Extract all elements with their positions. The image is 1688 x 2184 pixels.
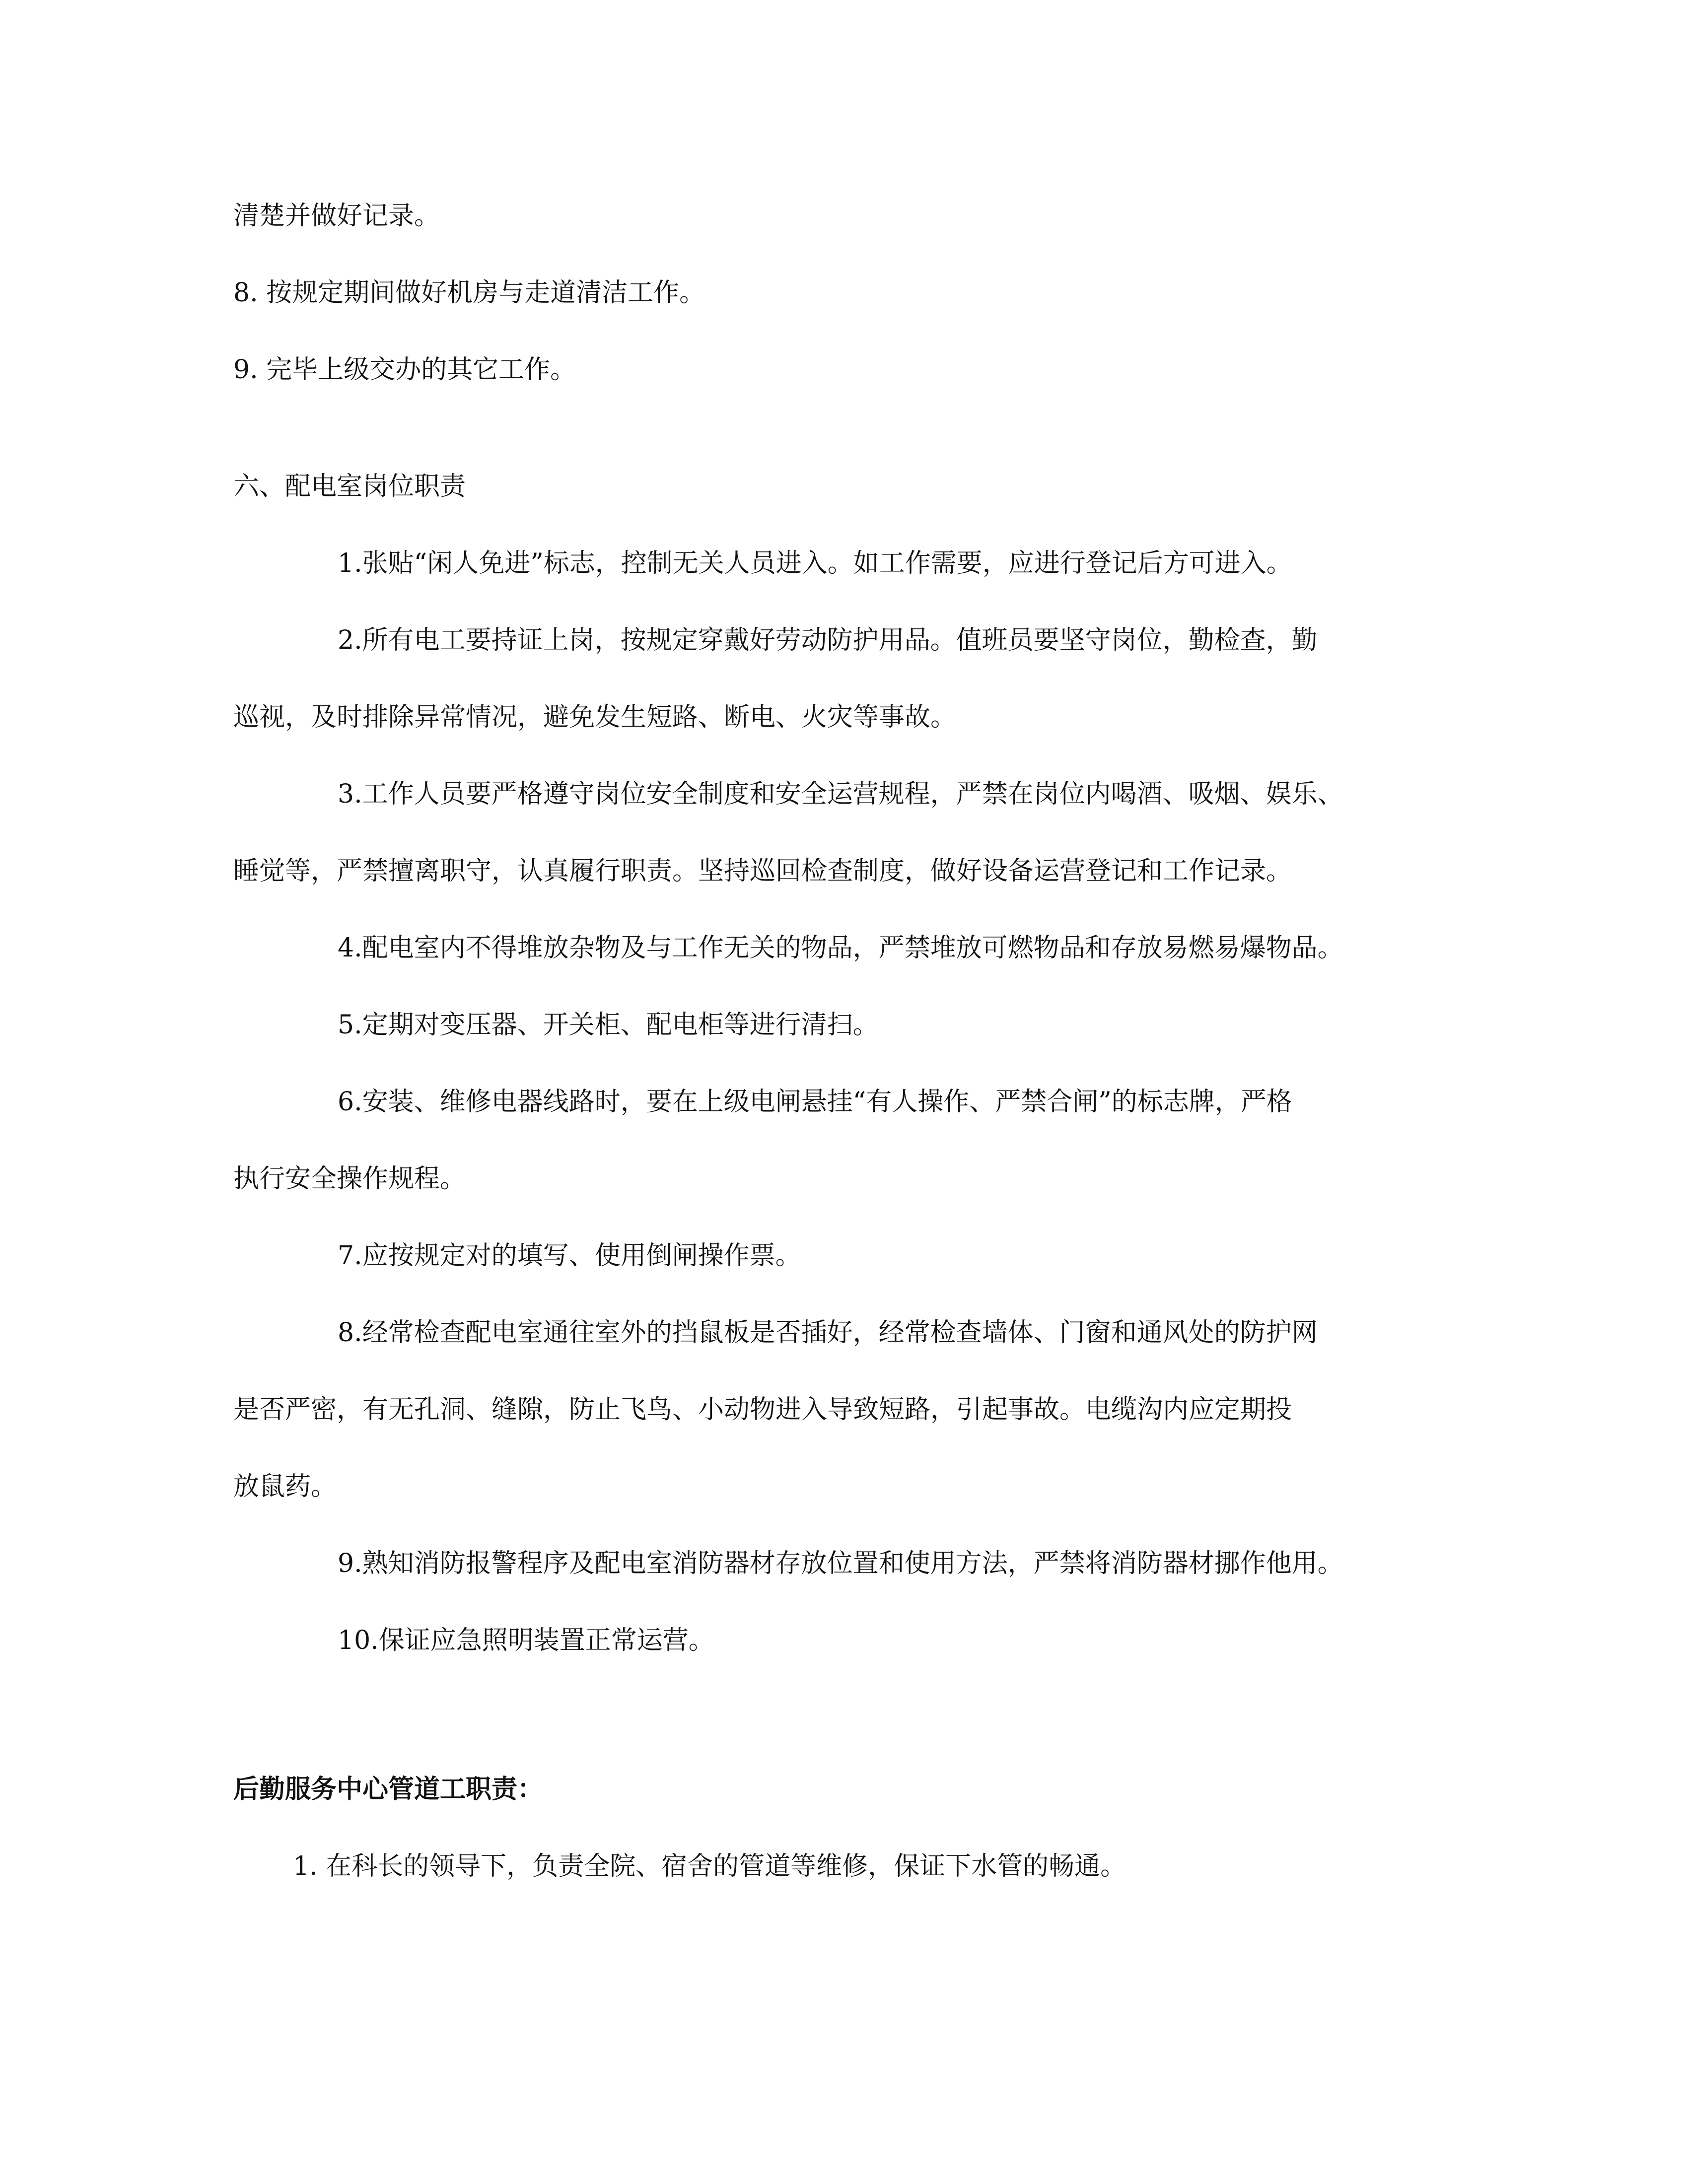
text-line: 清楚并做好记录。 xyxy=(233,201,440,231)
list-item: 10.保证应急照明装置正常运营。 xyxy=(338,1626,714,1655)
list-item: 1. 在科长的领导下，负责全院、宿舍的管道等维修，保证下水管的畅通。 xyxy=(293,1851,1126,1881)
list-item: 9. 完毕上级交办的其它工作。 xyxy=(233,355,576,385)
list-item: 9.熟知消防报警程序及配电室消防器材存放位置和使用方法，严禁将消防器材挪作他用。 xyxy=(338,1549,1343,1578)
text-line: 放鼠药。 xyxy=(233,1472,337,1502)
list-item: 5.定期对变压器、开关柜、配电柜等进行清扫。 xyxy=(338,1010,879,1040)
list-item: 2.所有电工要持证上岗，按规定穿戴好劳动防护用品。值班员要坚守岗位，勤检查，勤 xyxy=(338,625,1318,655)
list-item: 3.工作人员要严格遵守岗位安全制度和安全运营规程，严禁在岗位内喝酒、吸烟、娱乐、 xyxy=(338,779,1343,809)
text-line: 巡视，及时排除异常情况，避免发生短路、断电、火灾等事故。 xyxy=(233,702,957,732)
text-line: 睡觉等，严禁擅离职守，认真履行职责。坚持巡回检查制度，做好设备运营登记和工作记录。 xyxy=(233,856,1292,886)
section-heading: 后勤服务中心管道工职责： xyxy=(233,1774,544,1804)
list-item: 1.张贴“闲人免进”标志，控制无关人员进入。如工作需要，应进行登记后方可进入。 xyxy=(338,548,1292,578)
section-heading: 六、配电室岗位职责 xyxy=(233,472,466,501)
list-item: 7.应按规定对的填写、使用倒闸操作票。 xyxy=(338,1241,801,1271)
list-item: 8.经常检查配电室通往室外的挡鼠板是否插好，经常检查墙体、门窗和通风处的防护网 xyxy=(338,1318,1318,1348)
text-line: 执行安全操作规程。 xyxy=(233,1164,466,1194)
list-item: 6.安装、维修电器线路时，要在上级电闸悬挂“有人操作、严禁合闸”的标志牌，严格 xyxy=(338,1087,1292,1117)
list-item: 4.配电室内不得堆放杂物及与工作无关的物品，严禁堆放可燃物品和存放易燃易爆物品。 xyxy=(338,933,1343,963)
list-item: 8. 按规定期间做好机房与走道清洁工作。 xyxy=(233,278,705,308)
text-line: 是否严密，有无孔洞、缝隙，防止飞鸟、小动物进入导致短路，引起事故。电缆沟内应定期投 xyxy=(233,1395,1292,1425)
